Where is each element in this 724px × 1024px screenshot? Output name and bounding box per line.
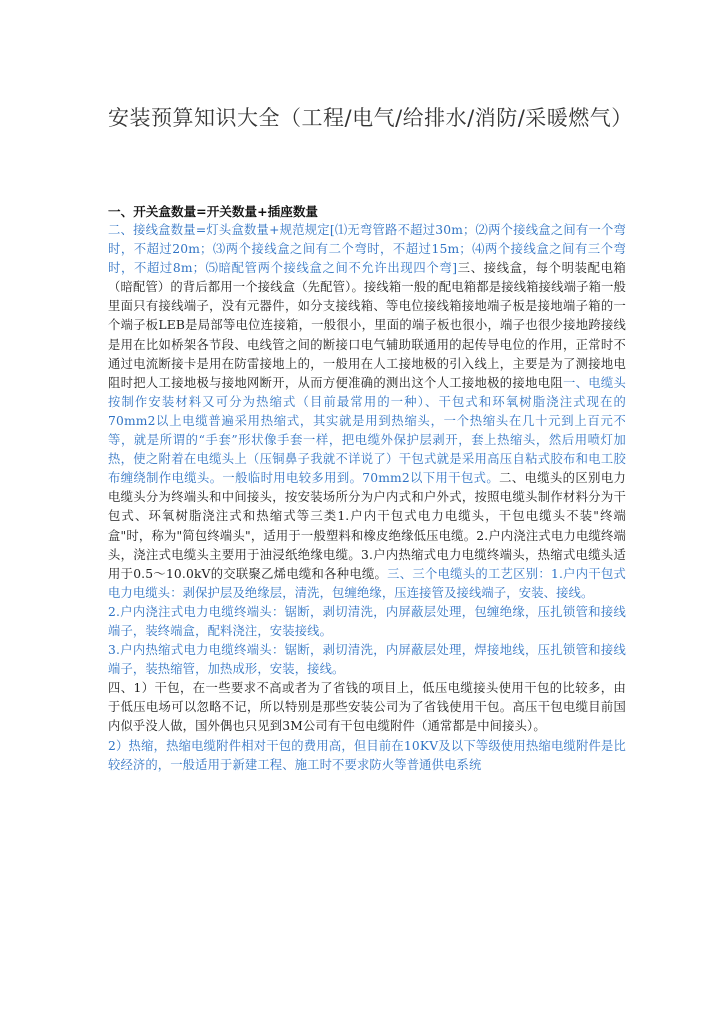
- text-run: 2）热缩，热缩电缆附件相对干包的费用高，但目前在10KV及以下等级使用热缩电缆附件是比较经济的，一般适用于新建工程、施工时不要求防火等普通供电系统: [108, 738, 626, 772]
- paragraph-5: [108, 737, 626, 775]
- document-page: [108, 100, 633, 775]
- text-run: 一、电缆头按制作安装材料又可分为热缩式（目前最常用的一种）、干包式和环氧树脂浇注式现在的70mm2以上电缆普遍采用热缩式，其实就是用到热缩头，一个热缩头在几十元到上百元不等，就是所谓的“手套”形状像手套一样，把电缆外保护层剥开，套上热缩头，然后用喷灯加热，使之附着在电缆头上（压铜鼻子我就不详说了）干包式就是采用高压自粘式胶布和电工胶布缠绕制作电缆头。一般临时用电较多用到。70mm2以下用干包式。: [108, 375, 626, 486]
- text-run: 三、三个电缆头的工艺区别：1.户内干包式电力电缆头：剥保护层及绝缘层，清洗，包缠绝缘，压连接管及接线端子，安装、接线。: [108, 566, 627, 600]
- section-heading: 一、开关盒数量=开关数量+插座数量: [108, 204, 319, 219]
- paragraph-4: [108, 679, 626, 736]
- text-run: 二、接线盒数量=灯头盒数量+规范规定[⑴无弯管路不超过30m；⑵两个接线盒之间有一个弯时，不超过20m；⑶两个接线盒之间有二个弯时，不超过15m；⑷两个接线盒之间有三个弯时，不超过8m；⑸暗配管两个接线盒之间不允许出现四个弯]: [108, 223, 626, 276]
- document-title: 安装预算知识大全（工程/电气/给排水/消防/采暖燃气）: [108, 106, 633, 130]
- text-run: 三、接线盒，每个明装配电箱（暗配管）的背后都用一个接线盒（先配管）。接线箱一般的配电箱都是接线箱接线端子箱一般里面只有接线端子，没有元器件，如分支接线箱、等电位接线箱接地端子板是接地端子箱的一个端子板LEB是局部等电位连接箱，一般很小，里面的端子板也很小，端子也很少接地跨接线是用在比如桥架各节段、电线管之间的断接口电气辅助联通用的起传导电位的作用，正常时不通过电流断接卡是用在防雷接地上的，一般用在人工接地极的引入线上，主要是为了测接地电阻时把人工接地极与接地网断开，从而方便准确的测出这个人工接地极的接地电阻: [108, 261, 626, 390]
- text-run: 二、电缆头的区别电力电缆头分为终端头和中间接头，按安装场所分为户内式和户外式，按照电缆头制作材料分为干包式、环氧树脂浇注式和热缩式等三类1.户内干包式电力电缆头，干包电缆头不装"终端盒"时，称为"简包终端头"，适用于一般塑料和橡皮绝缘低压电缆。2.户内浇注式电力电缆终端头，浇注式电缆头主要用于油浸纸绝缘电缆。3.户内热缩式电力电缆终端头，热缩式电缆头适用于0.5～10.0kV的交联聚乙烯电缆和各种电缆。: [108, 471, 626, 581]
- paragraph-2: [108, 603, 626, 641]
- paragraph-1: [108, 221, 626, 603]
- text-run: 2.户内浇注式电力电缆终端头：锯断，剥切清洗，内屏蔽层处理，包缠绝缘，压扎锁管和接线端子，装终端盒，配料浇注，安装接线。: [108, 604, 626, 638]
- text-run: 四、1）干包，在一些要求不高或者为了省钱的项目上，低压电缆接头使用干包的比较多，由于低压电场可以忽略不记，所以特别是那些安装公司为了省钱使用干包。高压干包电缆目前国内似乎没人做，国外偶也只见到3M公司有干包电缆附件（通常都是中间接头）。: [108, 681, 626, 734]
- text-run: 3.户内热缩式电力电缆终端头：锯断，剥切清洗，内屏蔽层处理，焊接地线，压扎锁管和接线端子，装热缩管，加热成形，安装，接线。: [108, 643, 626, 677]
- paragraph-3: [108, 641, 626, 679]
